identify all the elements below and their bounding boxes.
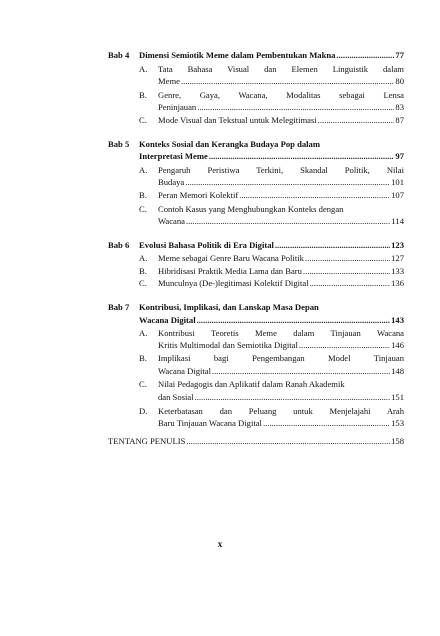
section-entry[interactable]: Meme sebagai Genre Baru Wacana Politik ..... 127	[158, 253, 404, 264]
section-letter: B.	[139, 190, 147, 200]
page-number: x	[217, 539, 223, 549]
section-letter: A.	[139, 165, 148, 175]
section-entry[interactable]: Hibridisasi Praktik Media Lama dan Baru ..... 133	[158, 266, 404, 277]
chapter-title-line[interactable]: Kontribusi, Implikasi, dan Lanskap Masa Depan	[139, 302, 319, 312]
chapter-number: Bab 5	[108, 139, 130, 149]
section-entry[interactable]: Meme ..... 80	[158, 76, 404, 87]
section-entry[interactable]: Kritis Multimodal dan Semiotika Digital ..... 146	[158, 340, 404, 351]
section-title-line[interactable]: Genre, Gaya, Wacana, Modalitas sebagai Lensa	[158, 90, 404, 100]
chapter-number: Bab 7	[108, 302, 130, 312]
chapter-title[interactable]: Wacana Digital ..... 143	[139, 315, 404, 326]
author-entry[interactable]: TENTANG PENULIS ..... 158	[108, 436, 404, 447]
section-title-line[interactable]: Implikasi bagi Pengembangan Model Tinjauan	[158, 353, 404, 363]
section-title-line[interactable]: Contoh Kasus yang Menghubungkan Konteks dengan	[158, 204, 344, 214]
section-letter: D.	[139, 406, 148, 416]
section-letter: A.	[139, 253, 148, 263]
section-entry[interactable]: dan Sosial ..... 151	[158, 392, 404, 403]
section-entry[interactable]: Mode Visual dan Tekstual untuk Melegitimasi ..... 87	[158, 115, 404, 126]
chapter-title-line[interactable]: Konteks Sosial dan Kerangka Budaya Pop dalam	[139, 139, 320, 149]
section-letter: B.	[139, 266, 147, 276]
chapter-number: Bab 4	[108, 50, 130, 60]
chapter-title[interactable]: Interpretasi Meme ..... 97	[139, 151, 404, 162]
section-title-line[interactable]: Kontribusi Teoretis Meme dalam Tinjauan Wacana	[158, 328, 404, 338]
chapter-number: Bab 6	[108, 240, 130, 250]
chapter-title[interactable]: Evolusi Bahasa Politik di Era Digital ..... 123	[139, 240, 404, 251]
section-letter: B.	[139, 353, 147, 363]
section-entry[interactable]: Budaya ..... 101	[158, 177, 404, 188]
section-letter: C.	[139, 379, 147, 389]
section-entry[interactable]: Baru Tinjauan Wacana Digital ..... 153	[158, 418, 404, 429]
section-title-line[interactable]: Pengaruh Peristiwa Terkini, Skandal Politik, Nilai	[158, 165, 404, 175]
section-letter: C.	[139, 115, 147, 125]
section-entry[interactable]: Wacana Digital ..... 148	[158, 366, 404, 377]
section-letter: A.	[139, 64, 148, 74]
section-title-line[interactable]: Tata Bahasa Visual dan Elemen Linguistik dalam	[158, 64, 404, 74]
section-entry[interactable]: Peninjauan ..... 83	[158, 102, 404, 113]
section-letter: B.	[139, 90, 147, 100]
section-entry[interactable]: Munculnya (De-)legitimasi Kolektif Digital ..... 136	[158, 278, 404, 289]
section-entry[interactable]: Wacana ..... 114	[158, 216, 404, 227]
section-title-line[interactable]: Nilai Pedagogis dan Aplikatif dalam Ranah Akademik	[158, 379, 345, 389]
chapter-title[interactable]: Dimensi Semiotik Meme dalam Pembentukan Makna ..... 77	[139, 50, 404, 61]
section-title-line[interactable]: Keterbatasan dan Peluang untuk Menjelajahi Arah	[158, 406, 404, 416]
section-letter: C.	[139, 278, 147, 288]
section-letter: A.	[139, 328, 148, 338]
section-entry[interactable]: Peran Memori Kolektif ..... 107	[158, 190, 404, 201]
section-letter: C.	[139, 204, 147, 214]
